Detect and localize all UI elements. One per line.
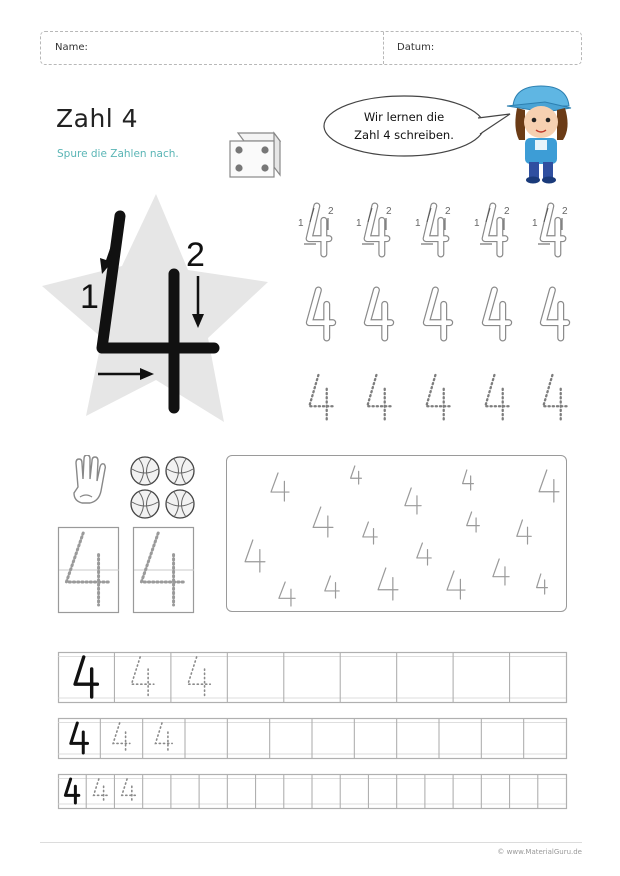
dice-icon bbox=[224, 129, 284, 181]
writing-row bbox=[58, 718, 568, 760]
writing-row bbox=[58, 774, 568, 810]
trace-digit-arrows bbox=[532, 200, 578, 256]
scattered-digit bbox=[490, 557, 512, 587]
scattered-digit bbox=[444, 569, 468, 601]
hand-four-fingers-icon bbox=[68, 455, 108, 509]
scattered-digit bbox=[534, 572, 550, 596]
scattered-digit bbox=[322, 574, 342, 600]
date-label: Datum: bbox=[397, 42, 435, 53]
writing-row bbox=[58, 652, 568, 704]
scattered-digit bbox=[536, 468, 562, 504]
scattered-digit bbox=[402, 486, 424, 516]
scattered-digit bbox=[514, 518, 534, 546]
trace-digit-arrows bbox=[356, 200, 402, 256]
stroke-label-1: 1 bbox=[80, 278, 99, 316]
star-background bbox=[42, 194, 268, 422]
child-character-illustration bbox=[505, 84, 577, 186]
footer-credit: © www.MaterialGuru.de bbox=[497, 848, 582, 856]
page-title: Zahl 4 bbox=[56, 104, 139, 133]
scattered-digit bbox=[310, 505, 336, 539]
dotted-digit-box bbox=[58, 527, 120, 613]
trace-stroke-label-1: 1 bbox=[474, 218, 480, 229]
trace-digit-dotted bbox=[421, 372, 455, 424]
scattered-digit bbox=[276, 580, 298, 608]
big-digit-demo bbox=[36, 190, 276, 430]
trace-digit-outline bbox=[421, 286, 455, 342]
instruction-text: Spure die Zahlen nach. bbox=[57, 148, 179, 160]
trace-stroke-label-2: 2 bbox=[328, 206, 334, 217]
trace-stroke-label-2: 2 bbox=[445, 206, 451, 217]
trace-digit-outline bbox=[304, 286, 338, 342]
trace-digit-arrows bbox=[298, 200, 344, 256]
scattered-digit bbox=[348, 464, 364, 486]
trace-digit-dotted bbox=[538, 372, 572, 424]
scattered-digit bbox=[242, 538, 268, 574]
trace-stroke-label-2: 2 bbox=[386, 206, 392, 217]
trace-digit-dotted bbox=[480, 372, 514, 424]
trace-digit-dotted bbox=[304, 372, 338, 424]
name-date-bar bbox=[40, 31, 582, 65]
scattered-digit bbox=[460, 468, 476, 492]
speech-line-2: Zahl 4 schreiben. bbox=[354, 128, 454, 142]
trace-digit-arrows bbox=[415, 200, 461, 256]
trace-stroke-label-2: 2 bbox=[562, 206, 568, 217]
trace-digit-dotted bbox=[362, 372, 396, 424]
name-label: Name: bbox=[55, 42, 88, 53]
scattered-digit bbox=[464, 510, 482, 534]
scattered-digit bbox=[414, 541, 434, 567]
trace-stroke-label-1: 1 bbox=[298, 218, 304, 229]
name-date-divider bbox=[383, 32, 384, 64]
trace-digit-outline bbox=[362, 286, 396, 342]
dotted-digit-box bbox=[133, 527, 195, 613]
scattered-digit bbox=[375, 566, 401, 602]
trace-digit-outline bbox=[538, 286, 572, 342]
four-balls-icon bbox=[128, 455, 200, 521]
trace-stroke-label-2: 2 bbox=[504, 206, 510, 217]
scattered-digit bbox=[360, 520, 380, 546]
speech-line-1: Wir lernen die bbox=[363, 110, 445, 124]
speech-bubble-text bbox=[330, 108, 478, 144]
trace-digit-outline bbox=[480, 286, 514, 342]
footer-divider bbox=[40, 842, 582, 843]
trace-stroke-label-1: 1 bbox=[415, 218, 421, 229]
trace-stroke-label-1: 1 bbox=[356, 218, 362, 229]
trace-digit-arrows bbox=[474, 200, 520, 256]
trace-stroke-label-1: 1 bbox=[532, 218, 538, 229]
stroke-label-2: 2 bbox=[186, 236, 205, 274]
scattered-digit bbox=[268, 471, 292, 503]
